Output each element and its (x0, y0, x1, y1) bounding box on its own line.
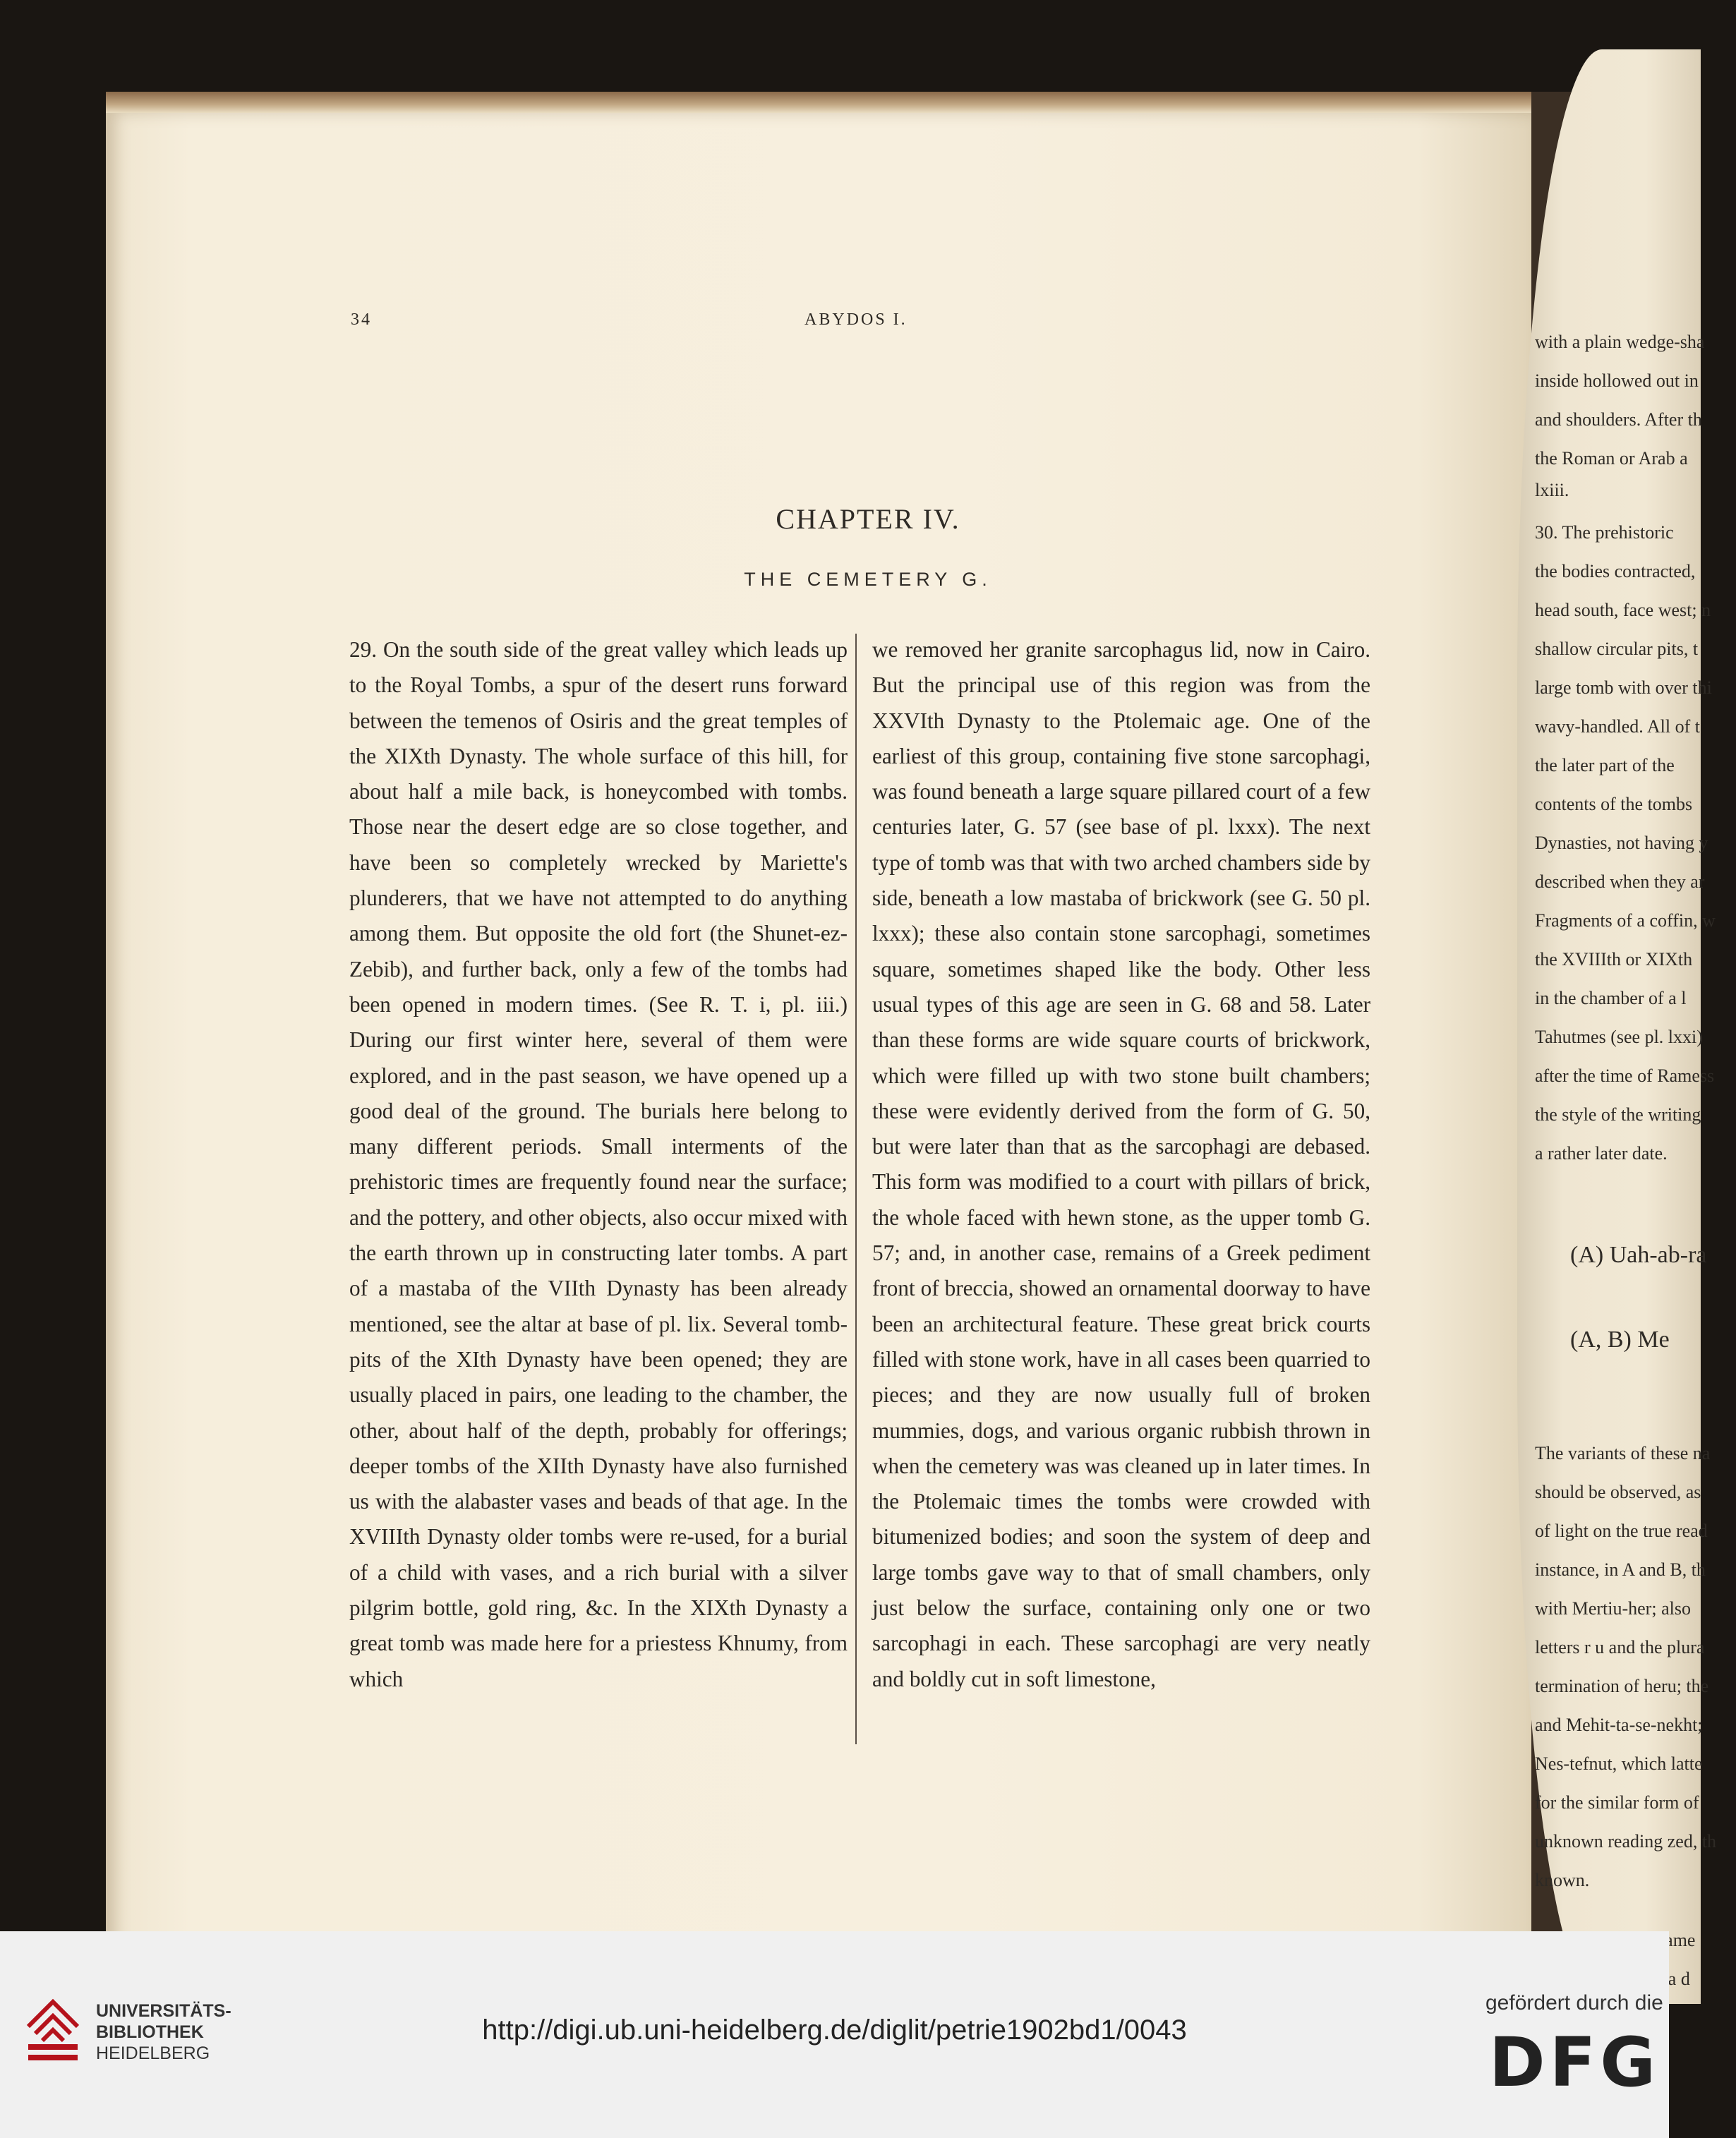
next-page-line: and Mehit-ta-se-nekht; (1535, 1715, 1703, 1735)
permalink-url[interactable]: http://digi.ub.uni-heidelberg.de/diglit/petrie1902bd1/0043 (482, 2015, 1187, 2046)
text-column-right (872, 632, 1370, 1697)
next-page-line: in the chamber of a l (1535, 988, 1687, 1008)
next-page-line: contents of the tombs (1535, 794, 1693, 814)
university-name-line1: UNIVERSITÄTS- (96, 2001, 231, 2021)
next-page-line: the Roman or Arab a (1535, 448, 1688, 469)
next-page-line: letters r u and the plura (1535, 1637, 1705, 1657)
next-page-line: a rather later date. (1535, 1143, 1668, 1164)
paragraph-29: 29. On the south side of the great valley which leads up to the Royal Tombs, a spur of the desert runs forward between the temenos of Osiris and the great temples of the XIXth Dynasty. The whole surface of this hill, for about half a mile back, is honeycombed with tombs. Those near the desert edge are so close together, and have been so completely wrecked by Mariette's plunderers, that we have not attempted to do anything among them. But opposite the old fort (the Shunet-ez-Zebib), and further back, only a few of the tombs had been opened in modern times. (See R. T. i, pl. iii.) During our first winter here, several of them were explored, and in the past season, we have opened up a good deal of the ground. The burials here belong to many different periods. Small interments of the prehistoric times are frequently found near the surface; and the pottery, and other objects, also occur mixed with the earth thrown up in constructing later tombs. A part of a mastaba of the VIIth Dynasty has been already mentioned, see the altar at base of pl. lix. Several tomb-pits of the XIth Dynasty have been opened; they are usually placed in pairs, one leading to the chamber, the other, about half of the depth, probably for offerings; deeper tombs of the XIIth Dynasty have also furnished us with the alabaster vases and beads of that age. In the XVIIIth Dynasty older tombs were re-used, for a burial of a child with vases, and a rich burial with a silver pilgrim bottle, gold ring, &c. In the XIXth Dynasty a great tomb was made here for a priestess Khnumy, from which (349, 637, 848, 1691)
page-number: 34 (351, 310, 372, 329)
next-page-line: lxiii. (1535, 480, 1569, 500)
next-page-line: the style of the writing (1535, 1104, 1701, 1125)
next-page-line: The variants of these na (1535, 1443, 1711, 1463)
next-page-line: 30. The prehistoric (1535, 522, 1674, 543)
next-page-line: instance, in A and B, th (1535, 1559, 1706, 1580)
next-page-line: with a plain wedge-sha (1535, 332, 1705, 352)
next-page-line: wavy-handled. All of t (1535, 716, 1700, 737)
running-head: ABYDOS I. (804, 310, 908, 329)
next-page-line: the later part of the (1535, 755, 1675, 775)
next-page-line: shallow circular pits, t (1535, 639, 1699, 659)
paragraph-continued: we removed her granite sarcophagus lid, now in Cairo. But the principal use of this region was from the XXVIth Dynasty to the Ptolemaic age. One of the earliest of this group, containing five stone sarcophagi, was found beneath a large square pillared court of a few centuries later, G. 57 (see base of pl. lxxx). The next type of tomb was that with two arched chambers side by side, beneath a low mastaba of brickwork (see G. 50 pl. lxxx); these also contain stone sarcophagi, sometimes square, sometimes shaped like the body. Other less usual types of this age are seen in G. 68 and 58. Later than these forms are wide square courts of brickwork, which were filled up with two stone built chambers; these were evidently derived from the form of G. 50, but were later than that as the sarcophagi are debased. This form was modified to a court with pillars of brick, the whole faced with hewn stone, as the upper tomb G. 57; and, in another case, remains of a Greek pediment front of breccia, showed an ornamental doorway to have been an architectural feature. These great brick courts filled with stone work, have in all cases been quarried to pieces; and they are now usually full of broken mummies, dogs, and various organic rubbish thrown in when the cemetery was was cleaned up in later times. In the Ptolemaic times the tombs were crowded with bitumenized bodies; and soon the system of deep and large tombs gave way to that of small chambers, only just below the surface, containing only one or two sarcophagi in each. These sarcophagi are very neatly and boldly cut in soft limestone, (872, 637, 1370, 1691)
next-page-line: unknown reading zed, th (1535, 1831, 1717, 1852)
next-page-line: after the time of Ramess (1535, 1065, 1715, 1086)
next-page-line: inside hollowed out in (1535, 370, 1699, 391)
next-page-line: for the similar form of (1535, 1792, 1699, 1813)
next-page-line: (A, B) Me (1570, 1327, 1670, 1353)
next-page-line: head south, face west; n (1535, 600, 1711, 620)
next-page-line: should be observed, as (1535, 1482, 1701, 1502)
next-page-line: known. (1535, 1870, 1590, 1890)
next-page-line: Tahutmes (see pl. lxxi) (1535, 1027, 1703, 1047)
next-page-line: the XVIIIth or XIXth (1535, 949, 1693, 970)
next-page-line: the bodies contracted, (1535, 561, 1696, 581)
next-page-line: termination of heru; the (1535, 1676, 1709, 1696)
next-page-line: (A) Uah-ab-ra (1570, 1242, 1707, 1268)
dfg-logo: DFG (1489, 2023, 1660, 2102)
university-name-line2: BIBLIOTHEK (96, 2022, 204, 2042)
funding-label: gefördert durch die (1485, 1991, 1663, 2015)
next-page-line: Dynasties, not having y (1535, 833, 1708, 853)
column-divider (855, 634, 857, 1744)
next-page-line: of light on the true read (1535, 1521, 1708, 1541)
next-page-line: and shoulders. After th (1535, 409, 1702, 430)
viewer-footer (0, 1931, 1669, 2138)
section-title: THE CEMETERY G. (744, 569, 992, 590)
next-page-line: described when they ar (1535, 871, 1705, 892)
university-name-line3: HEIDELBERG (96, 2043, 210, 2063)
next-page-line: with Mertiu-her; also (1535, 1598, 1691, 1619)
page-top-edge (106, 92, 1531, 113)
next-page-line: Fragments of a coffin, w (1535, 910, 1716, 931)
chapter-title: CHAPTER IV. (776, 503, 960, 535)
text-column-left (349, 632, 848, 1697)
next-page-line: Nes-tefnut, which latte (1535, 1753, 1703, 1774)
next-page-line: large tomb with over thi (1535, 677, 1712, 698)
